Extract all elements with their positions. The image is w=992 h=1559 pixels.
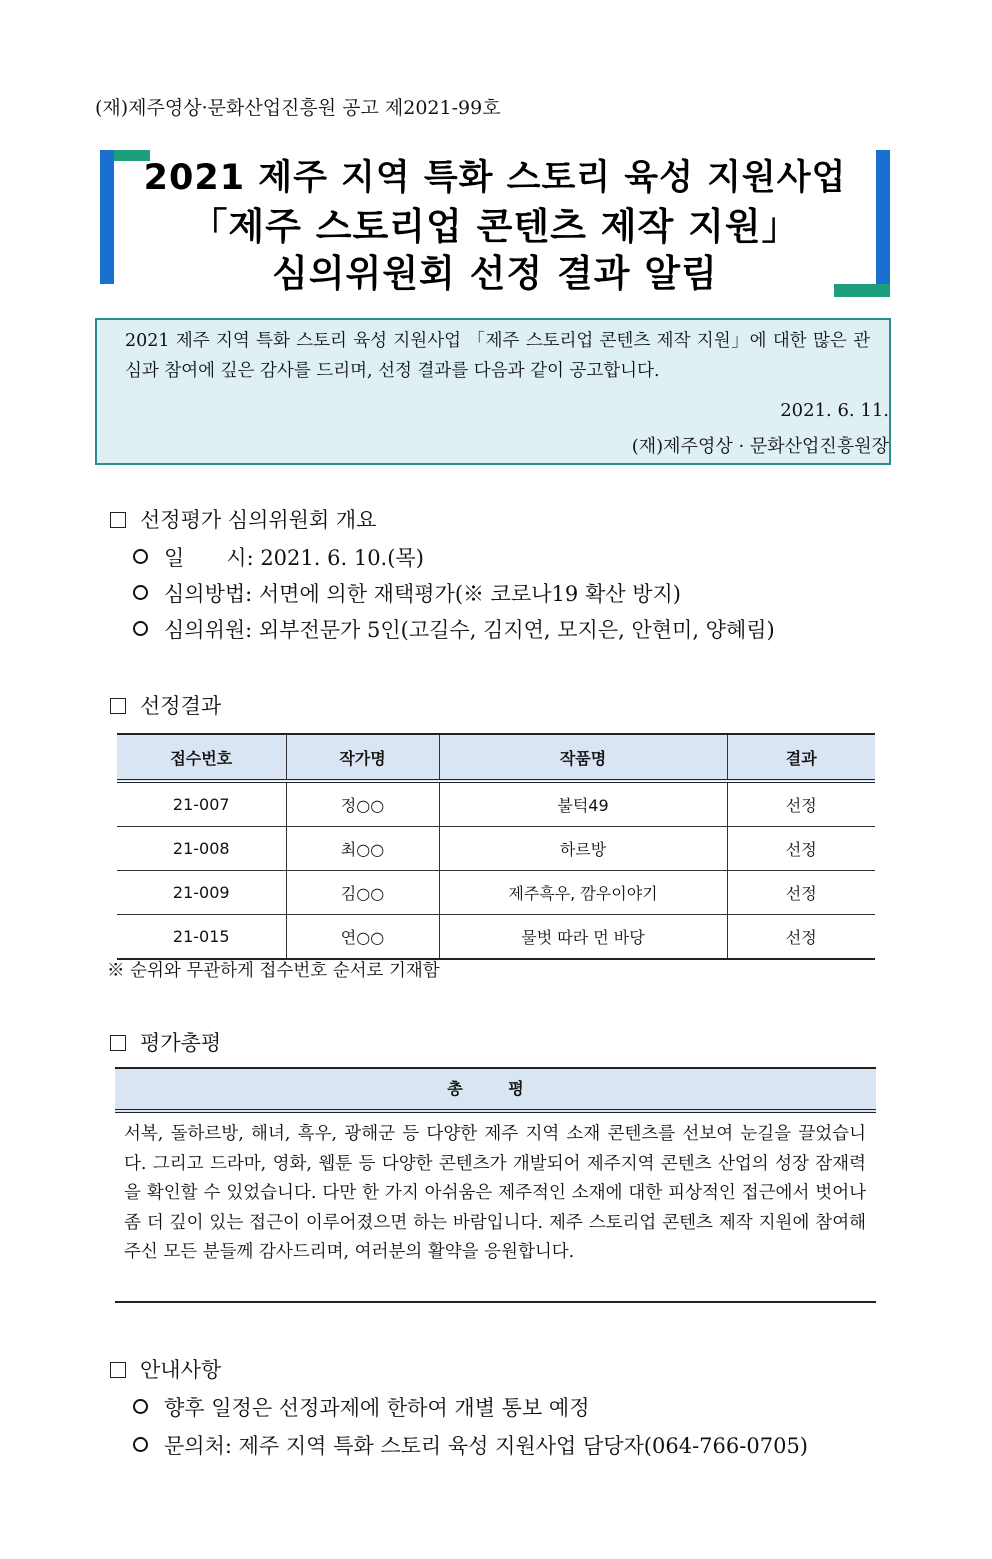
guidance-item-schedule — [133, 1392, 589, 1422]
section-title: 선정평가 심의위원회 개요 — [140, 508, 377, 532]
review-text: 서복, 돌하르방, 해녀, 흑우, 광해군 등 다양한 제주 지역 소재 콘텐츠를 선보여 눈길을 끌었습니다. 그리고 드라마, 영화, 웹툰 등 다양한 콘텐츠가 개발되어 제주지역 콘텐츠 산업의 성장 잠재력을 확인할 수 있었습니다. 다만 한 가지 아쉬움은 제주적인 소재에 대한 피상적인 접근에서 벗어나 좀 더 깊이 있는 접근이 이루어졌으면 하는 바람입니다. 제주 스토리업 콘텐츠 제작 지원에 참여해 주신 모든 분들께 감사드리며, 여러분의 활약을 응원합니다. — [124, 1124, 866, 1262]
table-cell: 물벗 따라 먼 바당 — [439, 915, 727, 960]
table-cell: 21-015 — [117, 915, 286, 960]
table-cell: 21-007 — [117, 781, 286, 827]
section-results-heading — [110, 690, 221, 720]
checkbox-square-icon — [110, 512, 126, 528]
title-line-1: 2021 제주 지역 특화 스토리 육성 지원사업 — [143, 158, 847, 198]
section-guidance-heading — [110, 1354, 221, 1384]
table-cell: 연○○ — [286, 915, 439, 960]
title-line-3: 심의위원회 선정 결과 알림 — [272, 252, 718, 295]
section-overview-heading — [110, 504, 377, 534]
review-table-bottom-rule — [115, 1301, 876, 1303]
table-cell: 선정 — [727, 871, 875, 915]
table-row — [117, 781, 875, 827]
overview-item-method — [133, 578, 681, 608]
circle-bullet-icon — [133, 1437, 148, 1452]
guidance-item-text: 향후 일정은 선정과제에 한하여 개별 통보 예정 — [164, 1396, 590, 1420]
checkbox-square-icon — [110, 1035, 126, 1051]
announcement-date: 2021. 6. 11. — [780, 400, 889, 421]
column-header: 작가명 — [286, 734, 439, 781]
table-cell: 21-008 — [117, 827, 286, 871]
issuer-name: (재)제주영상 · 문화산업진흥원장 — [631, 436, 889, 457]
table-cell: 정○○ — [286, 781, 439, 827]
table-header-row — [117, 734, 875, 781]
column-header: 접수번호 — [117, 734, 286, 781]
review-table-header: 총 평 — [115, 1067, 876, 1113]
results-table — [117, 733, 875, 960]
table-cell: 선정 — [727, 915, 875, 960]
table-cell: 김○○ — [286, 871, 439, 915]
column-header: 결과 — [727, 734, 875, 781]
table-cell: 최○○ — [286, 827, 439, 871]
checkbox-square-icon — [110, 1362, 126, 1378]
circle-bullet-icon — [133, 549, 148, 564]
table-row — [117, 915, 875, 960]
table-row — [117, 827, 875, 871]
notice-number: (재)제주영상·문화산업진흥원 공고 제2021-99호 — [95, 97, 501, 119]
circle-bullet-icon — [133, 1399, 148, 1414]
title-line-2: 「제주 스토리업 콘텐츠 제작 지원」 — [190, 205, 800, 248]
section-review-heading — [110, 1027, 221, 1057]
table-cell: 선정 — [727, 827, 875, 871]
section-title: 선정결과 — [140, 694, 222, 718]
results-note: ※ 순위와 무관하게 접수번호 순서로 기재함 — [107, 961, 440, 981]
circle-bullet-icon — [133, 621, 148, 636]
table-cell: 불턱49 — [439, 781, 727, 827]
table-row — [117, 871, 875, 915]
title-left-bar — [100, 150, 114, 284]
section-title: 평가총평 — [140, 1031, 222, 1055]
circle-bullet-icon — [133, 585, 148, 600]
guidance-item-text: 문의처: 제주 지역 특화 스토리 육성 지원사업 담당자(064-766-0705) — [164, 1434, 808, 1458]
table-cell: 21-009 — [117, 871, 286, 915]
overview-item-text: 심의위원: 외부전문가 5인(고길수, 김지연, 모지은, 안현미, 양혜림) — [164, 618, 775, 642]
title-right-bar — [876, 150, 890, 284]
checkbox-square-icon — [110, 698, 126, 714]
intro-text: 2021 제주 지역 특화 스토리 육성 지원사업 「제주 스토리업 콘텐츠 제작 지원」에 대한 많은 관심과 참여에 깊은 감사를 드리며, 선정 결과를 다음과 같이 공고합니다. — [125, 331, 870, 381]
table-cell: 하르방 — [439, 827, 727, 871]
overview-item-members — [133, 614, 775, 644]
table-cell: 제주흑우, 깜우이야기 — [439, 871, 727, 915]
overview-item-text: 심의방법: 서면에 의한 재택평가(※ 코로나19 확산 방지) — [164, 582, 681, 606]
column-header: 작품명 — [439, 734, 727, 781]
guidance-item-contact — [133, 1430, 808, 1460]
section-title: 안내사항 — [140, 1358, 222, 1382]
table-cell: 선정 — [727, 781, 875, 827]
overview-item-date — [133, 542, 424, 572]
overview-item-text: 일 시: 2021. 6. 10.(목) — [164, 546, 424, 570]
